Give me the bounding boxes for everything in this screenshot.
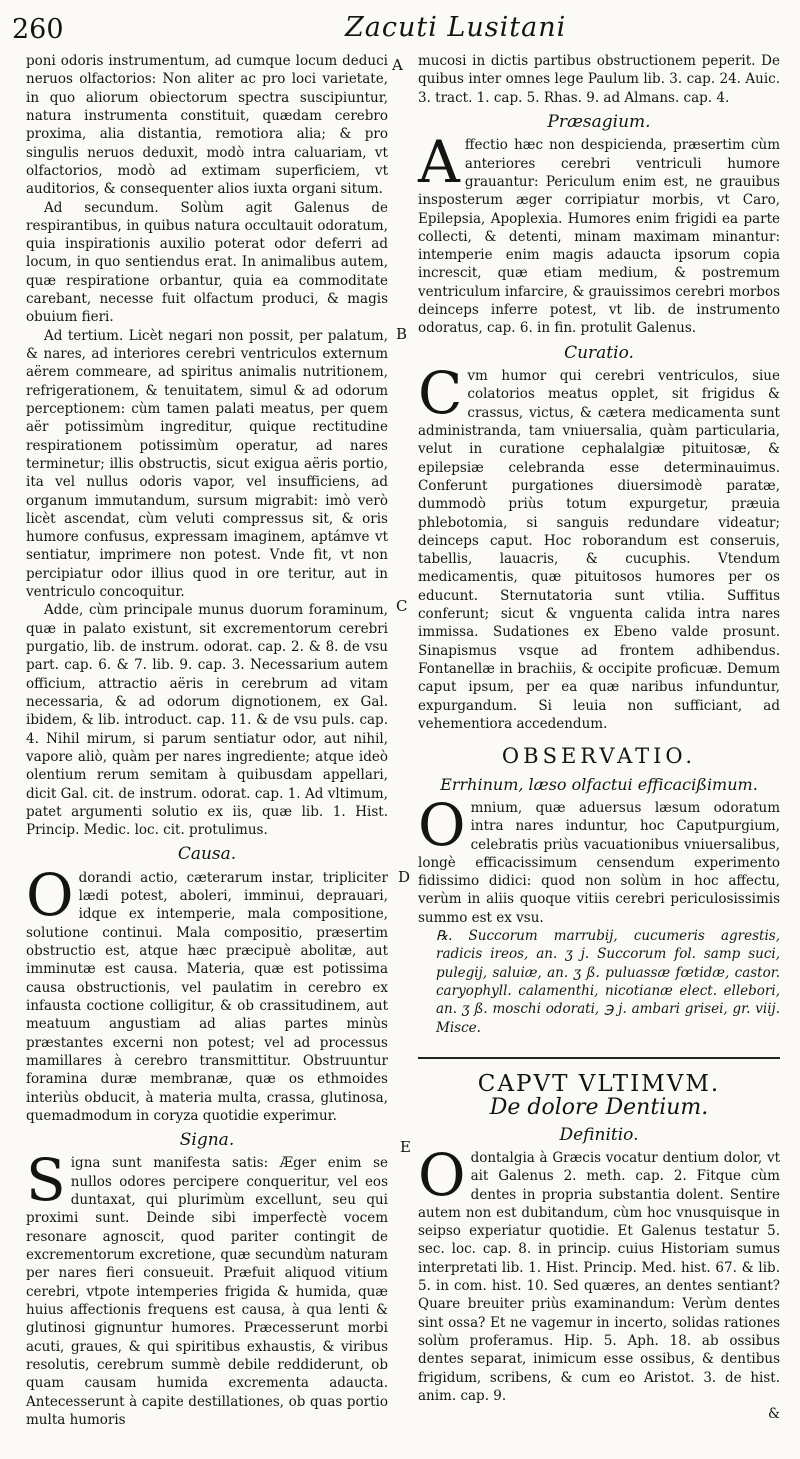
- margin-mark-b: B: [396, 325, 408, 343]
- paragraph: Ad secundum. Solùm agit Galenus de respirantibus, in quibus natura occultauit odoratum, quia inspirationis auxilio poterat odor deferri ad locum, in quo sentiendus erat. In animalibus autem, quæ respiratione orbantur, quia ea commoditate carebant, necesse fuit olfactum produci, & magis obuium fieri.: [26, 199, 388, 326]
- running-head: Zacuti Lusitani: [345, 12, 567, 43]
- paragraph-signa: Signa sunt manifesta satis: Æger enim se nullos odores percipere conqueritur, vel eos duntaxat, qui plurimùm excellunt, seu qui proximi sunt. Deinde sibi imperfectè vocem resonare agnoscit, quod pariter contingit de excrementorum excretione, quæ secundùm naturam per nares fieri consueuit. Præfuit aliquod vitium cerebri, vtpote intemperies frigida & humida, quæ huius affectionis frequens est causa, à qua lenti & glutinosi gignuntur humores. Præcesserunt morbi acuti, graues, & qui spiritibus exhaustis, & viribus resolutis, cerebrum summè debile reddiderunt, ob quam causam humida excrementa adaucta. Antecesserunt à capite destillationes, ob quas portio multa humoris: [26, 1146, 388, 1428]
- divider-rule: [418, 1057, 780, 1059]
- observatio-heading: OBSERVATIO.: [501, 744, 697, 769]
- page-header: [0, 10, 800, 50]
- section-heading-curatio: Curatio.: [564, 342, 634, 363]
- recipe: ℞. Succorum marrubij, cucumeris agrestis, radicis ireos, an. ʒ j. Succorum fol. samp suci, pulegij, saluiæ, an. ʒ ß. puluassæ fœtidæ, castor. caryophyll. calamenthi, nicotianæ elect. ellebori, an. ʒ ß. moschi odorati, ℈ j. ambari grisei, gr. viij. Misce.: [436, 928, 780, 1036]
- observatio-subheading: Errhinum, læso olfactui efficacißimum.: [440, 774, 758, 794]
- margin-mark-e: E: [400, 1138, 411, 1156]
- left-column: [26, 52, 388, 1429]
- paragraph-observatio: Omnium, quæ aduersus læsum odoratum intra nares induntur, hoc Caputpurgium, celebratis priùs vacuationibus vniuersalibus, longè efficacissimum censendum experimento fidissimo didici: quod non solùm in hoc affectu, verùm in aliis quoque vitiis cerebri periculosissimis summo est ex vsu.: [418, 790, 780, 926]
- paragraph: Ad tertium. Licèt negari non possit, per palatum, & nares, ad interiores cerebri ventriculos externum aërem commeare, ad spiritus animalis nutritionem, refrigerationem, & tenuitatem, simul & ad odorum perceptionem: cùm tamen palati meatus, per quem aër potissimùm ingreditur, quique rectitudine respirationem potissimùm operatur, ad nares terminetur; illis obstructis, sicut exigua aëris portio, ita vel nullus odoris vapor, vel insufficiens, ad organum immutandum, sursum migrabit: imò verò licèt ascendat, cùm veluti compressus sit, & oris humore confusus, expressam imaginem, aptámve vt sentiatur, imprimere non potest. Vnde fit, vt non percipiatur odor illius quod in ore teritur, aut in ventriculo concoquitur.: [26, 327, 388, 601]
- section-heading-definitio: Definitio.: [559, 1124, 639, 1145]
- section-heading-causa: Causa.: [177, 844, 237, 865]
- paragraph: mucosi in dictis partibus obstructionem peperit. De quibus inter omnes lege Paulum lib. 3. cap. 24. Auic. 3. tract. 1. cap. 5. Rhas. 9. ad Almans. cap. 4.: [418, 53, 780, 106]
- margin-mark-c: C: [396, 597, 408, 615]
- section-heading-signa: Signa.: [179, 1130, 235, 1151]
- paragraph-causa: Odorandi actio, cæterarum instar, tripliciter lædi potest, aboleri, imminui, deprauari, idque ex intemperie, mala compositione, solutione continui. Mala compositio, præsertim obstructio est, atque hæc præcipuè abolitæ, aut imminutæ est causa. Materia, quæ est potissima causa obstructionis, vel paulatim in cerebro ex infausta coctione colligitur, & ob crassitudinem, aut meatuum angustiam ad alias partes minùs præstantes excerni non potest; vel ad processus mamillares à cerebro transmittitur. Obstruuntur foramina duræ membranæ, quæ os ethmoides interiùs obducit, à materia multa, crassa, glutinosa, quemadmodum in coryza quotidie experimur.: [26, 860, 388, 1124]
- paragraph-praesagium: Affectio hæc non despicienda, præsertim cùm anteriores cerebri ventriculi humore grauantur: Periculum enim est, ne grauibus insposterum æger corripiatur morbis, vt Caro, Epilepsia, Apoplexia. Humores enim frigidi ea parte collecti, & detenti, minam maximam minantur: intemperie enim magis adaucta ipsorum copia increscit, quæ etiam medium, & postremum ventriculum infarcire, & grauissimos cerebri morbos deinceps inferre potest, vt lib. de instrumento odoratus, cap. 6. in fin. protulit Galenus.: [418, 128, 780, 337]
- chapter-title: De dolore Dentium.: [489, 1095, 709, 1121]
- margin-mark-d: D: [398, 868, 411, 886]
- right-column: [418, 52, 780, 1424]
- paragraph: poni odoris instrumentum, ad cumque locum deduci neruos olfactorios: Non aliter ac pro loci varietate, in quo aliorum obiectorum spectra suscipiuntur, natura instrumenta constituit, quædam cerebro proxima, alia distantia, remotiora alia; & pro singulis neruos deduxit, modò intra caluariam, vt olfactorios, modò ad extimam superficiem, vt auditorios, & consequenter alios iuxta organi situm.: [26, 53, 388, 198]
- paragraph-definitio: Odontalgia à Græcis vocatur dentium dolor, vt ait Galenus 2. meth. cap. 2. Fitque cùm dentes in propria substantia dolent. Sentire autem non est dubitandum, cùm hoc vnusquisque in seipso experiatur quotidie. Et Galenus testatur 5. sec. loc. cap. 8. in princip. cuius Historiam sumus interpretati lib. 1. Hist. Princip. Med. hist. 67. & lib. 5. in com. hist. 10. Sed quæres, an dentes sentiant? Quare breuiter priùs examinandum: Verùm dentes sint ossa? Et ne vagemur in incerto, solidas rationes solùm proferamus. Hip. 5. Aph. 18. ab ossibus dentes separat, inimicum esse ossibus, & dentibus frigidum, scribens, & cum eo Aristot. 3. de hist. anim. cap. 9.: [418, 1140, 780, 1404]
- margin-mark-a: A: [392, 56, 403, 74]
- page-number: 260: [12, 14, 64, 45]
- paragraph-curatio: Cvm humor qui cerebri ventriculos, siue colatorios meatus opplet, sit frigidus & crassus, victus, & cætera medicamenta sunt administranda, tam vniuersalia, quàm particularia, velut in curatione cephalalgiæ pituitosæ, & epilepsiæ celebranda esse determinauimus. Conferunt purgationes diuersimodè paratæ, dummodò priùs totum expurgetur, præuia phlebotomia, si sanguis redundare videatur; deinceps caput. Hoc roborandum est conseruis, tabellis, lauacris, & cucuphis. Vtendum medicamentis, quæ pituitosos humores per os educunt. Sternutatoria sunt vtilia. Suffitus conferunt; sicut & vnguenta calida intra nares immissa. Sudationes ex Ebeno valde prosunt. Sinapismus vsque ad frontem adhibendus. Fontanellæ in brachiis, & occipite proficuæ. Demum caput ipsum, per ea quæ naribus infunduntur, expurgandum. Si leuia non sufficiant, ad vehementiora accedendum.: [418, 359, 780, 732]
- paragraph: Adde, cùm principale munus duorum foraminum, quæ in palato existunt, sit excrementorum cerebri purgatio, lib. de instrum. odorat. cap. 2. & 8. de vsu part. cap. 6. & 7. lib. 9. cap. 3. Necessarium autem officium, attractio aëris in cerebrum ad vitam necessaria, & ad odorum dignotionem, ex Gal. ibidem, & lib. introduct. cap. 11. & de vsu puls. cap. 4. Nihil mirum, si parum sentiatur odor, aut nihil, vapore aliò, quàm per nares ingrediente; atque ideò olentium rerum semitam à quibusdam appellari, dicit Gal. cit. de instrum. odorat. cap. 1. Ad vltimum, patet argumenti solutio ex iis, quæ lib. 1. Hist. Princip. Medic. loc. cit. protulimus.: [26, 602, 388, 839]
- chapter-heading: CAPVT VLTIMVM.: [477, 1070, 721, 1097]
- catchword: &: [767, 1406, 780, 1423]
- section-heading-praesagium: Præsagium.: [547, 111, 651, 132]
